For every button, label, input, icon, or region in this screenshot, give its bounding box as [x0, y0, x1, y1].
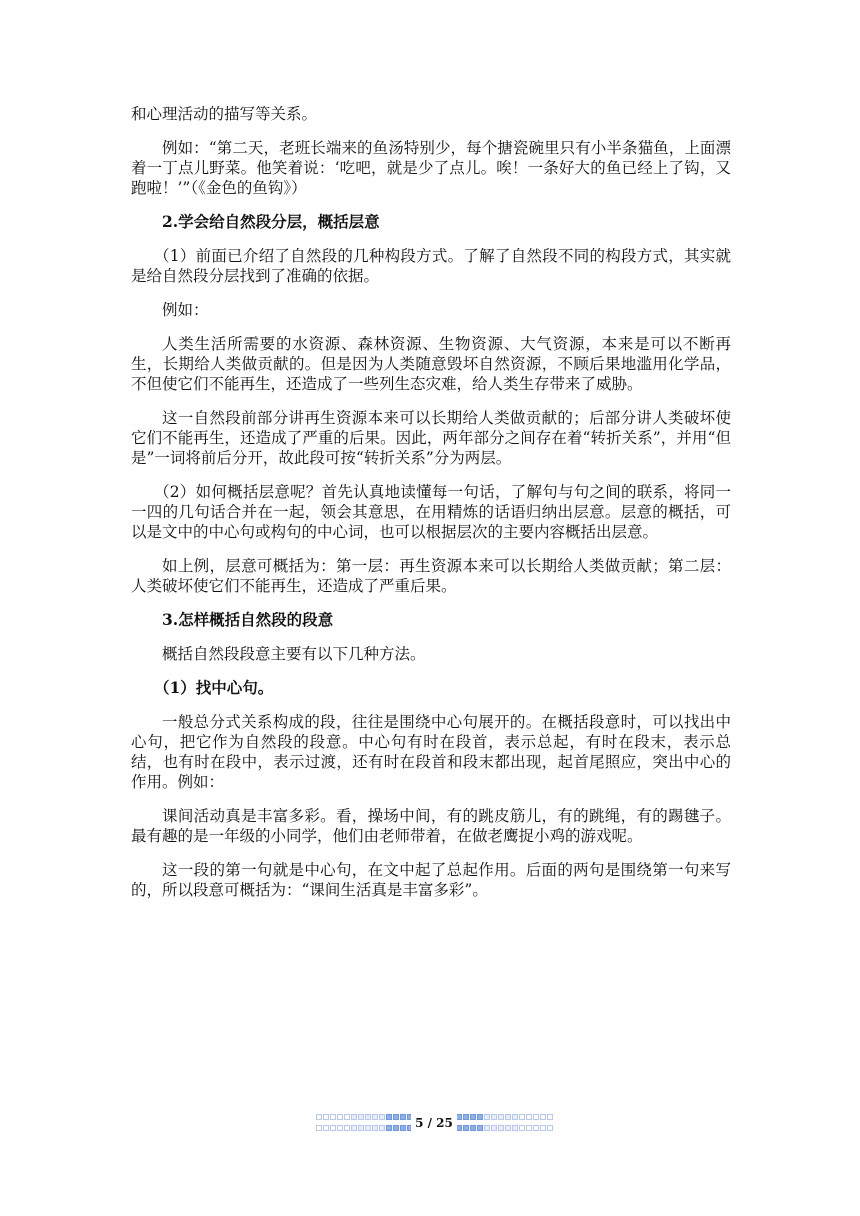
footer-pattern-square	[330, 1114, 336, 1120]
footer-pattern-square	[351, 1125, 357, 1131]
footer-pattern-square	[547, 1125, 553, 1131]
paragraph-methods-intro: 概括自然段段意主要有以下几种方法。	[162, 645, 426, 663]
paragraph-conclusion: 这一段的第一句就是中心句，在文中起了总起作用。后面的两句是围绕第一句来写的，所以段意可概括为：“课间生活真是丰富多彩”。	[131, 861, 731, 899]
paragraph-example-resources: 人类生活所需要的水资源、森林资源、生物资源、大气资源，本来是可以不断再生，长期给人类做贡献的。但是因为人类随意毁坏自然资源，不顾后果地滥用化学品，不但使它们不能再生，还造成了一些列生态灾难，给人类生存带来了威胁。	[131, 335, 731, 393]
footer-pattern-square	[484, 1125, 490, 1131]
footer-pattern-square	[526, 1125, 532, 1131]
footer-pattern-square	[323, 1114, 329, 1120]
paragraph-analysis: 这一自然段前部分讲再生资源本来可以长期给人类做贡献的；后部分讲人类破坏使它们不能再生，还造成了严重的后果。因此，两年部分之间存在着“转折关系”，并用“但是”一词将前后分开，故此段可按“转折关系”分为两层。	[131, 409, 731, 467]
footer-pattern-square	[519, 1114, 525, 1120]
footer-pattern-square	[372, 1125, 378, 1131]
footer-pattern-square	[547, 1114, 553, 1120]
footer-pattern-square	[526, 1114, 532, 1120]
paragraph-central-sentence: 一般总分式关系构成的段，往往是围绕中心句展开的。在概括段意时，可以找出中心句，把它作为自然段的段意。中心句有时在段首，表示总起，有时在段末，表示总结，也有时在段中，表示过渡，还有时在段首和段末都出现，起首尾照应，突出中心的作用。例如：	[131, 713, 731, 791]
footer-pattern-square	[470, 1125, 476, 1131]
paragraph-example-label: 例如：	[162, 301, 209, 319]
paragraph-layer-summary: 如上例，层意可概括为：第一层：再生资源本来可以长期给人类做贡献；第二层：人类破坏使它们不能再生，还造成了严重后果。	[131, 557, 731, 595]
footer-pattern-square	[533, 1125, 539, 1131]
footer-pattern-square	[393, 1114, 399, 1120]
footer-pattern-square	[463, 1125, 469, 1131]
footer-pattern-square	[400, 1114, 406, 1120]
footer-pattern-square	[330, 1125, 336, 1131]
footer-pattern-square	[533, 1114, 539, 1120]
footer-pattern-square	[463, 1114, 469, 1120]
footer-pattern-square	[337, 1114, 343, 1120]
paragraph-example-recess: 课间活动真是丰富多彩。看，操场中间，有的跳皮筋儿，有的跳绳，有的踢毽子。最有趣的是一年级的小同学，他们由老师带着，在做老鹰捉小鸡的游戏呢。	[131, 807, 731, 845]
paragraph-example-quote: 例如：“第二天，老班长端来的鱼汤特别少，每个搪瓷碗里只有小半条猫鱼，上面漂着一丁点儿野菜。他笑着说：‘吃吧，就是少了点儿。唉！一条好大的鱼已经上了钩，又跑啦！’”（《金色的鱼钩》）	[131, 139, 731, 197]
footer-pattern-square	[372, 1114, 378, 1120]
page-footer	[316, 1113, 552, 1133]
footer-pattern-square	[400, 1125, 406, 1131]
footer-pattern-square	[365, 1125, 371, 1131]
footer-pattern-square	[379, 1125, 385, 1131]
page-number: 5 / 25	[411, 1113, 457, 1133]
paragraph-point-1: （1）前面已介绍了自然段的几种构段方式。了解了自然段不同的构段方式，其实就是给自然段分层找到了准确的依据。	[131, 247, 731, 285]
footer-pattern-square	[337, 1125, 343, 1131]
footer-pattern-square	[386, 1125, 392, 1131]
footer-pattern-square	[365, 1114, 371, 1120]
paragraph-continuation: 和心理活动的描写等关系。	[131, 105, 318, 123]
section-heading-2: 2.学会给自然段分层，概括层意	[162, 212, 380, 231]
footer-pattern-square	[358, 1114, 364, 1120]
footer-pattern-square	[351, 1114, 357, 1120]
footer-pattern-square	[505, 1125, 511, 1131]
footer-pattern-square	[470, 1114, 476, 1120]
footer-pattern-square	[512, 1125, 518, 1131]
footer-pattern-square	[505, 1114, 511, 1120]
footer-pattern-square	[491, 1125, 497, 1131]
footer-pattern-square	[540, 1125, 546, 1131]
footer-pattern-square	[316, 1125, 322, 1131]
footer-pattern-square	[519, 1125, 525, 1131]
footer-pattern-square	[540, 1114, 546, 1120]
footer-pattern-square	[379, 1114, 385, 1120]
footer-pattern-square	[386, 1114, 392, 1120]
footer-pattern-square	[484, 1114, 490, 1120]
footer-pattern-square	[344, 1125, 350, 1131]
subheading-method-1: （1）找中心句。	[154, 678, 274, 697]
footer-pattern-square	[393, 1125, 399, 1131]
footer-pattern-square	[316, 1114, 322, 1120]
footer-pattern-square	[477, 1114, 483, 1120]
section-heading-3: 3.怎样概括自然段的段意	[162, 610, 334, 629]
footer-pattern-square	[358, 1125, 364, 1131]
footer-pattern-square	[498, 1125, 504, 1131]
footer-pattern-square	[344, 1114, 350, 1120]
footer-pattern-square	[498, 1114, 504, 1120]
footer-pattern-square	[512, 1114, 518, 1120]
footer-pattern-square	[477, 1125, 483, 1131]
footer-pattern-square	[491, 1114, 497, 1120]
footer-pattern-square	[323, 1125, 329, 1131]
paragraph-point-2: （2）如何概括层意呢？首先认真地读懂每一句话，了解句与句之间的联系，将同一一四的几句话合并在一起，领会其意思，在用精炼的话语归纳出层意。层意的概括，可以是文中的中心句或构句的中心词，也可以根据层次的主要内容概括出层意。	[131, 483, 731, 541]
page-body	[131, 104, 731, 900]
